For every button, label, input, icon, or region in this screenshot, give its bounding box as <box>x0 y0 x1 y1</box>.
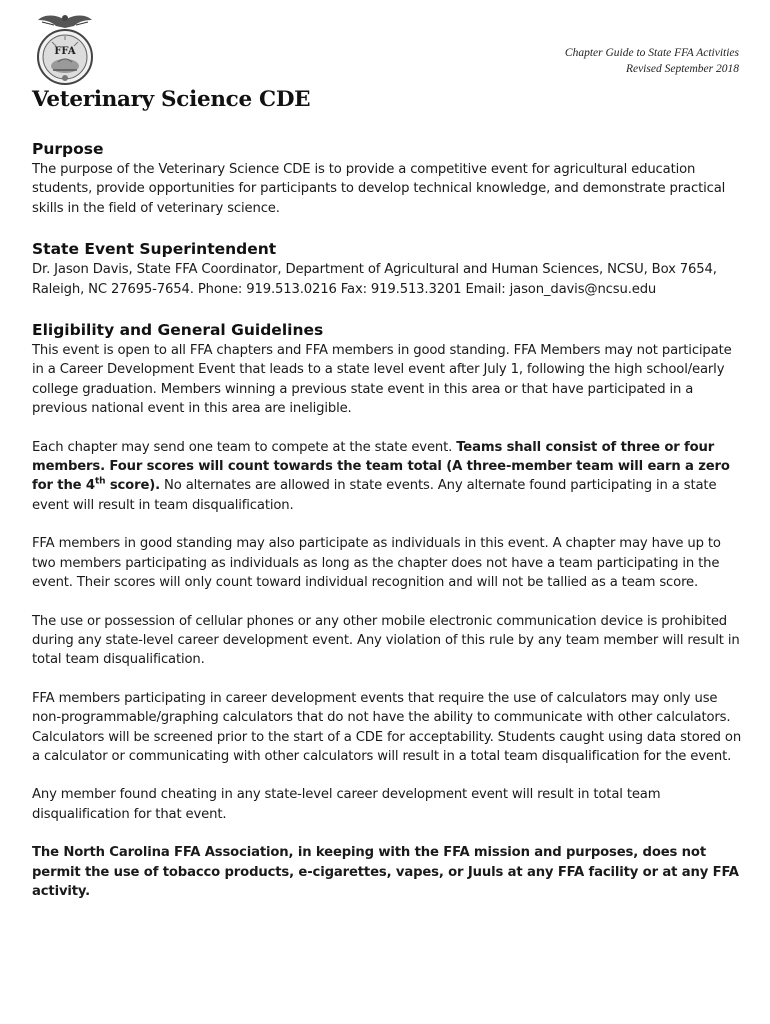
superintendent-heading: State Event Superintendent <box>32 240 277 259</box>
eligibility-paragraph-calculators: FFA members participating in career development events that require the use of calculators may only use non-programmable/graphing calculators that do not have the ability to communicate with other calculators. Calculators will be screened prior to the start of a CDE for acceptability. Students caught using data stored on a calculator or communicating with other calculators will result in a total team disqualification for the event. <box>32 690 742 764</box>
header-guide-title: Chapter Guide to State FFA Activities <box>564 47 739 59</box>
alternates-rule: No alternates are allowed in state events. Any alternate found participating in a state event will result in team disqualification. <box>32 478 717 513</box>
emblem-label: FFA <box>54 46 76 57</box>
eligibility-paragraph-phones: The use or possession of cellular phones or any other mobile electronic communication device is prohibited during any state-level career development event. Any violation of this rule by any team member will result in total team disqualification. <box>32 613 740 668</box>
eligibility-paragraph-team-size <box>32 438 744 516</box>
page-title: Veterinary Science CDE <box>32 87 311 112</box>
document-header <box>565 45 739 77</box>
document-body <box>32 138 744 901</box>
eligibility-heading: Eligibility and General Guidelines <box>32 321 324 340</box>
purpose-text: The purpose of the Veterinary Science CDE is to provide a competitive event for agricultural education students, provide opportunities for participants to develop technical knowledge, and demonstrate practical skills in the field of veterinary science. <box>32 162 726 216</box>
header-revision-date: Revised September 2018 <box>625 63 739 75</box>
eligibility-paragraph-open-event: This event is open to all FFA chapters and FFA members in good standing. FFA Members may not participate in a Career Development Event that leads to a state level event after July 1, following the high school/early college graduation. Members winning a previous state event in this area or that have participated in a previous national event in this area are ineligible. <box>32 343 732 417</box>
team-size-intro: Each chapter may send one team to compete at the state event. <box>32 439 457 455</box>
ffa-emblem-icon <box>34 12 96 98</box>
tobacco-policy: The North Carolina FFA Association, in keeping with the FFA mission and purposes, does not permit the use of tobacco products, e-cigarettes, vapes, or Juuls at any FFA facility or at any FFA activity. <box>32 845 739 899</box>
purpose-heading: Purpose <box>32 140 104 158</box>
eligibility-paragraph-individuals: FFA members in good standing may also participate as individuals in this event. A chapter may have up to two members participating as individuals as long as the chapter does not have a team participating in the event. Their scores will only count toward individual recognition and will not be tallied as a team score. <box>32 536 721 591</box>
team-size-rule: Teams shall consist of three or four members. Four scores will count towards the team total (A three-member team will earn a zero for the 4th score). <box>32 439 730 494</box>
superintendent-text: Dr. Jason Davis, State FFA Coordinator, Department of Agricultural and Human Sciences, NCSU, Box 7654, Raleigh, NC 27695-7654. Phone: 919.513.0216 Fax: 919.513.3201 Email: jason_davis@ncsu.edu <box>32 262 717 297</box>
eligibility-paragraph-cheating: Any member found cheating in any state-level career development event will result in total team disqualification for that event. <box>32 787 661 822</box>
